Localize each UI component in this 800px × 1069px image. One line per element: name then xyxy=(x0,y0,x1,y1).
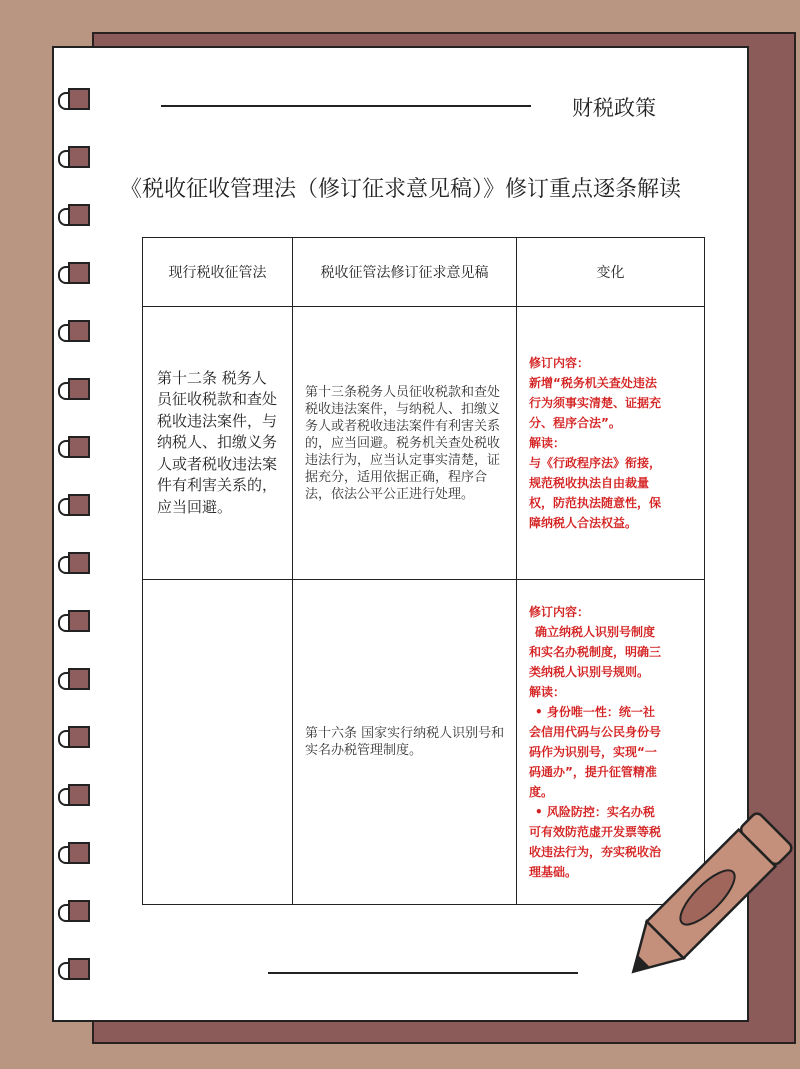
change-line: 行为须事实清楚、证据充 xyxy=(529,396,662,410)
comparison-table xyxy=(142,237,705,905)
ring-tab xyxy=(68,842,90,864)
draft-law-cell: 第十三条税务人员征收税款和查处税收违法案件，与纳税人、扣缴义务人或者税收违法案件有利害关系的，应当回避。税务机关查处税收违法行为，应当认定事实清楚，证据充分，适用依据正确，程序合法，依法公平公正进行处理。 xyxy=(293,307,517,580)
ring-tab xyxy=(68,610,90,632)
ring-tab xyxy=(68,320,90,342)
ring-tab xyxy=(68,668,90,690)
header-rule xyxy=(161,105,531,107)
binder-ring xyxy=(58,610,92,634)
binder-ring xyxy=(58,436,92,460)
change-line: 会信用代码与公民身份号 xyxy=(529,725,662,739)
binder-ring xyxy=(58,262,92,286)
ring-tab xyxy=(68,494,90,516)
ring-tab xyxy=(68,262,90,284)
footer-rule xyxy=(268,972,578,974)
ring-tab xyxy=(68,378,90,400)
change-line: 修订内容： xyxy=(529,605,590,619)
change-line: 分、程序合法”。 xyxy=(529,416,621,430)
change-line: 和实名办税制度，明确三 xyxy=(529,645,662,659)
binder-ring xyxy=(58,842,92,866)
binder-ring xyxy=(58,726,92,750)
change-line: 新增“税务机关查处违法 xyxy=(529,376,657,390)
ring-tab xyxy=(68,436,90,458)
ring-tab xyxy=(68,900,90,922)
ring-tab xyxy=(68,204,90,226)
bullet-item: • 风险防控：实名办税 xyxy=(529,802,696,822)
ring-tab xyxy=(68,552,90,574)
change-line: 确立纳税人识别号制度 xyxy=(535,625,656,639)
change-line: 理基础。 xyxy=(529,865,578,879)
binder-ring xyxy=(58,784,92,808)
change-line: 障纳税人合法权益。 xyxy=(529,516,638,530)
change-line: 修订内容： xyxy=(529,356,590,370)
current-law-cell xyxy=(143,580,293,905)
header-change: 变化 xyxy=(517,238,705,307)
binder-ring xyxy=(58,204,92,228)
binder-ring xyxy=(58,958,92,982)
ring-tab xyxy=(68,88,90,110)
change-line: 规范税收执法自由裁量 xyxy=(529,476,650,490)
change-line: 解读： xyxy=(529,685,566,699)
binder-ring xyxy=(58,668,92,692)
header-current-law: 现行税收征管法 xyxy=(143,238,293,307)
pencil-icon xyxy=(604,806,800,996)
change-line: 可有效防范虚开发票等税 xyxy=(529,825,662,839)
header-draft-law: 税收征管法修订征求意见稿 xyxy=(293,238,517,307)
ring-tab xyxy=(68,726,90,748)
binder-ring xyxy=(58,494,92,518)
change-line: 解读： xyxy=(529,436,566,450)
ring-tab xyxy=(68,958,90,980)
ring-tab xyxy=(68,784,90,806)
change-line: 与《行政程序法》衔接， xyxy=(529,456,662,470)
category-label: 财税政策 xyxy=(572,96,656,120)
change-line: 度。 xyxy=(529,785,554,799)
change-line: 收违法行为，夯实税收治 xyxy=(529,845,662,859)
change-line: 码作为识别号，实现“一 xyxy=(529,745,657,759)
ring-tab xyxy=(68,146,90,168)
change-line: 码通办”，提升征管精准 xyxy=(529,765,657,779)
current-law-cell: 第十二条 税务人员征收税款和查处税收违法案件，与纳税人、扣缴义务人或者税收违法案件有利害关系的，应当回避。 xyxy=(143,307,293,580)
binder-ring xyxy=(58,146,92,170)
binder-ring xyxy=(58,900,92,924)
draft-law-cell: 第十六条 国家实行纳税人识别号和实名办税管理制度。 xyxy=(293,580,517,905)
binder-ring xyxy=(58,552,92,576)
page-title: 《税收征收管理法（修订征求意见稿）》修订重点逐条解读 xyxy=(119,177,681,202)
binder-ring xyxy=(58,88,92,112)
bullet-item: • 身份唯一性：统一社 xyxy=(529,702,696,722)
change-cell xyxy=(517,307,705,580)
table-header-row xyxy=(143,238,705,307)
change-line: 类纳税人识别号规则。 xyxy=(529,665,650,679)
table-row xyxy=(143,307,705,580)
binder-ring xyxy=(58,320,92,344)
binder-ring xyxy=(58,378,92,402)
change-line: 权，防范执法随意性，保 xyxy=(529,496,662,510)
